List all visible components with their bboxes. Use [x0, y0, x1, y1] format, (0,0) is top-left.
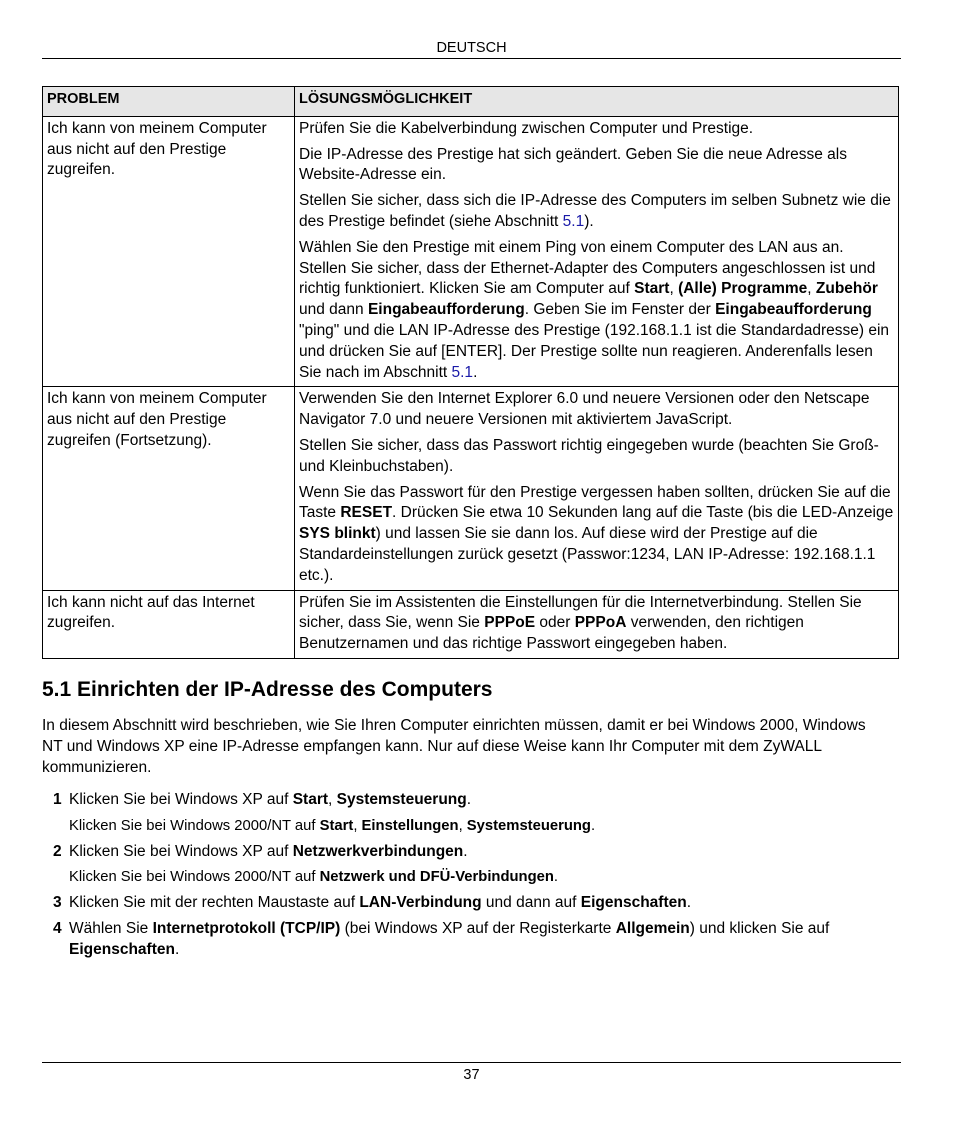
column-header-solution: LÖSUNGSMÖGLICHKEIT [295, 87, 899, 117]
step-item: 4 Wählen Sie Internetprotokoll (TCP/IP) (bei Windows XP auf der Registerkarte Allgemein) und klicken Sie auf Eigenschaften. [53, 919, 830, 958]
problem-cell: Ich kann von meinem Computer aus nicht auf den Prestige zugreifen. [43, 116, 295, 387]
header-language: DEUTSCH [436, 40, 507, 56]
section-link[interactable]: 5.1 [451, 363, 474, 381]
section-link[interactable]: 5.1 [562, 212, 585, 230]
step-substep: Klicken Sie bei Windows 2000/NT auf Netzwerk und DFÜ-Verbindungen. [69, 869, 559, 886]
solution-paragraph: Wählen Sie den Prestige mit einem Ping von einem Computer des LAN aus an. Stellen Sie sicher, dass der Ethernet-Adapter des Computers angeschlossen ist und richtig funktioniert. Klicken Sie am Computer auf Start, (Alle) Programme, Zubehör und dann Eingabeaufforderung. Geben Sie im Fenster der Eingabeaufforderung "ping" und die LAN IP-Adresse des Prestige (192.168.1.1 ist die Standardadresse) ein und drücken Sie auf [ENTER]. Der Prestige sollte nun reagieren. Anderenfalls lesen Sie nach im Abschnitt 5.1. [299, 238, 890, 381]
section-title: 5.1 Einrichten der IP-Adresse des Computers [42, 678, 493, 701]
table-row [43, 387, 899, 590]
solution-paragraph: Stellen Sie sicher, dass das Passwort richtig eingegeben wurde (beachten Sie Groß- und Kleinbuchstaben). [299, 436, 879, 475]
column-header-problem: PROBLEM [43, 87, 295, 117]
steps-list [42, 790, 892, 966]
solution-paragraph: Verwenden Sie den Internet Explorer 6.0 und neuere Versionen oder den Netscape Navigator 7.0 und neuere Versionen mit aktiviertem JavaScript. [299, 390, 870, 429]
solution-paragraph: Prüfen Sie die Kabelverbindung zwischen Computer und Prestige. [299, 119, 754, 137]
page-header [42, 40, 901, 59]
solution-cell [295, 116, 899, 387]
troubleshooting-table [42, 86, 899, 659]
solution-paragraph: Die IP-Adresse des Prestige hat sich geändert. Geben Sie die neue Adresse als Website-Adresse ein. [299, 145, 847, 184]
solution-cell [295, 590, 899, 658]
solution-paragraph: Wenn Sie das Passwort für den Prestige vergessen haben sollten, drücken Sie auf die Taste RESET. Drücken Sie etwa 10 Sekunden lang auf die Taste (bis die LED-Anzeige SYS blinkt) und lassen Sie sie dann los. Auf diese wird der Prestige auf die Standardeinstellungen zurück gesetzt (Passwor:1234, LAN IP-Adresse: 192.168.1.1 etc.). [299, 483, 894, 584]
table-row [43, 116, 899, 387]
solution-paragraph: Prüfen Sie im Assistenten die Einstellungen für die Internetverbindung. Stellen Sie sicher, dass Sie, wenn Sie PPPoE oder PPPoA verwenden, den richtigen Benutzernamen und das richtige Passwort eingegeben haben. [299, 593, 862, 653]
page-number: 37 [463, 1067, 480, 1083]
solution-cell [295, 387, 899, 590]
step-item: 2 Klicken Sie bei Windows XP auf Netzwerkverbindungen. [53, 842, 468, 860]
problem-cell: Ich kann von meinem Computer aus nicht auf den Prestige zugreifen (Fortsetzung). [43, 387, 295, 590]
page-footer [42, 1062, 901, 1083]
step-substep: Klicken Sie bei Windows 2000/NT auf Start, Einstellungen, Systemsteuerung. [69, 817, 596, 834]
solution-paragraph: Stellen Sie sicher, dass sich die IP-Adresse des Computers im selben Subnetz wie die des Prestige befindet (siehe Abschnitt 5.1). [299, 192, 891, 230]
table-row [43, 590, 899, 658]
section-intro: In diesem Abschnitt wird beschrieben, wie Sie Ihren Computer einrichten müssen, damit er bei Windows 2000, Windows NT und Windows XP eine IP-Adresse empfangen kann. Nur auf diese Weise kann Ihr Computer mit dem ZyWALL kommunizieren. [42, 717, 866, 776]
step-item: 3 Klicken Sie mit der rechten Maustaste auf LAN-Verbindung und dann auf Eigenschaften. [53, 894, 692, 912]
table-header-row [43, 87, 899, 117]
step-item: 1 Klicken Sie bei Windows XP auf Start, Systemsteuerung. [53, 791, 472, 808]
problem-cell: Ich kann nicht auf das Internet zugreifen. [43, 590, 295, 658]
